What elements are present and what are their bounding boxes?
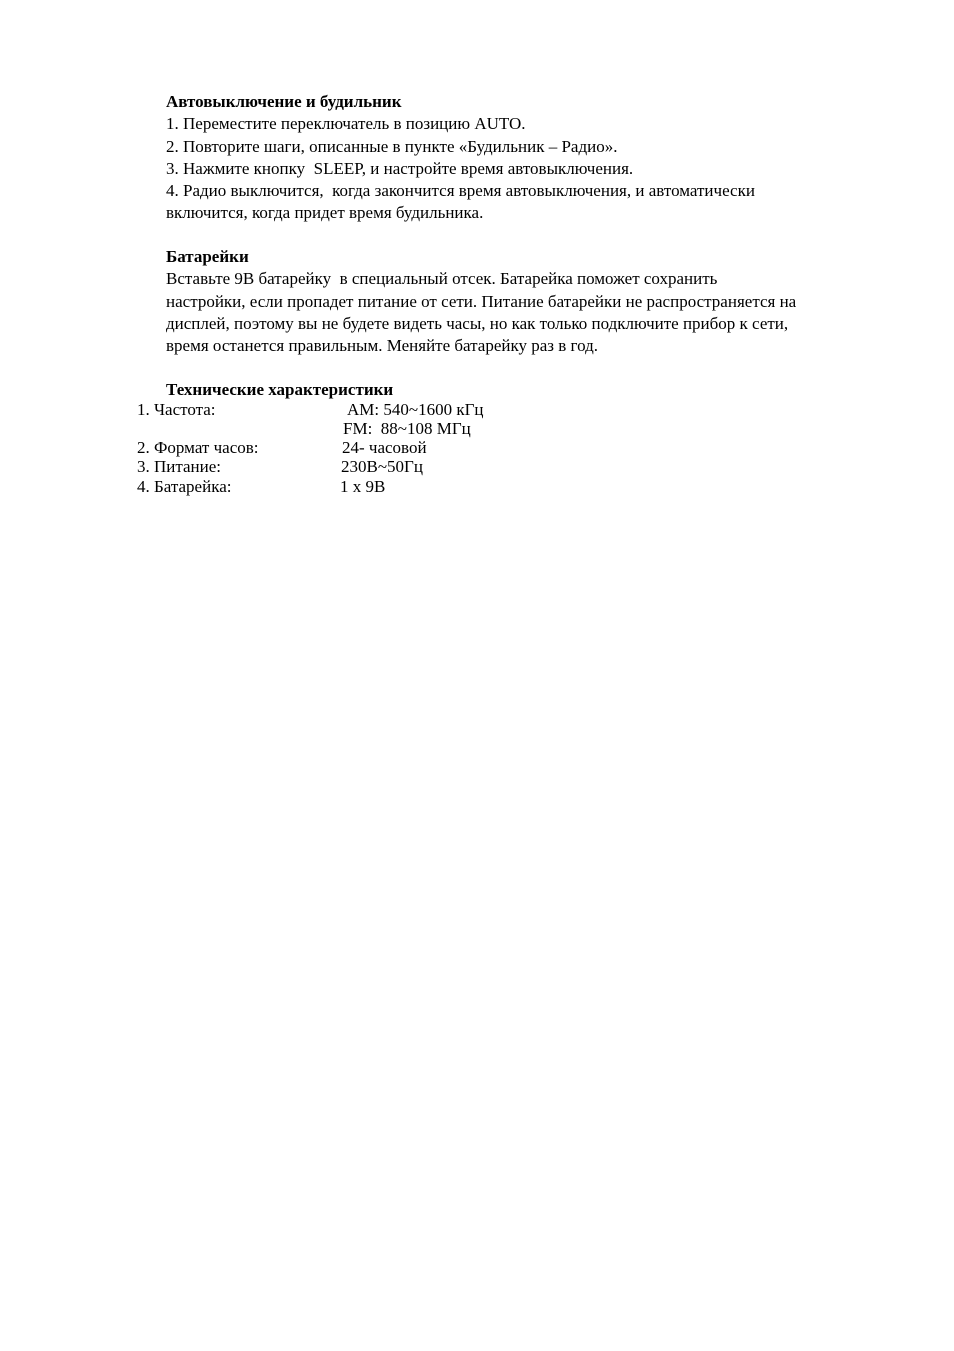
battery-text-line-4: время останется правильным. Меняйте батарейку раз в год. [166, 336, 598, 355]
spec-value-battery: 1 x 9В [340, 477, 386, 496]
battery-text-line-2: настройки, если пропадет питание от сети. Питание батарейки не распространяется на [166, 292, 797, 311]
spec-label-power: 3. Питание: [137, 457, 222, 476]
battery-text-line-3: дисплей, поэтому вы не будете видеть часы, но как только подключите прибор к сети, [166, 314, 789, 333]
auto-off-heading: Автовыключение и будильник [166, 92, 402, 111]
spec-value-frequency-am: AM: 540~1600 кГц [347, 400, 484, 419]
spec-value-clock-format: 24- часовой [342, 438, 427, 457]
auto-off-step-3: 3. Нажмите кнопку SLEEP, и настройте время автовыключения. [166, 159, 634, 178]
battery-heading: Батарейки [166, 247, 249, 266]
auto-off-step-4-continued: включится, когда придет время будильника. [166, 203, 484, 222]
spec-value-frequency-fm: FM: 88~108 МГц [343, 419, 471, 438]
spec-label-battery: 4. Батарейка: [137, 477, 232, 496]
auto-off-step-1: 1. Переместите переключатель в позицию AUTO. [166, 114, 526, 133]
spec-label-clock-format: 2. Формат часов: [137, 438, 259, 457]
spec-value-power: 230В~50Гц [341, 457, 423, 476]
spec-label-frequency: 1. Частота: [137, 400, 216, 419]
specs-heading: Технические характеристики [166, 380, 394, 399]
auto-off-step-4: 4. Радио выключится, когда закончится время автовыключения, и автоматически [166, 181, 755, 200]
battery-text-line-1: Вставьте 9В батарейку в специальный отсек. Батарейка поможет сохранить [166, 269, 718, 288]
auto-off-step-2: 2. Повторите шаги, описанные в пункте «Будильник – Радио». [166, 137, 618, 156]
